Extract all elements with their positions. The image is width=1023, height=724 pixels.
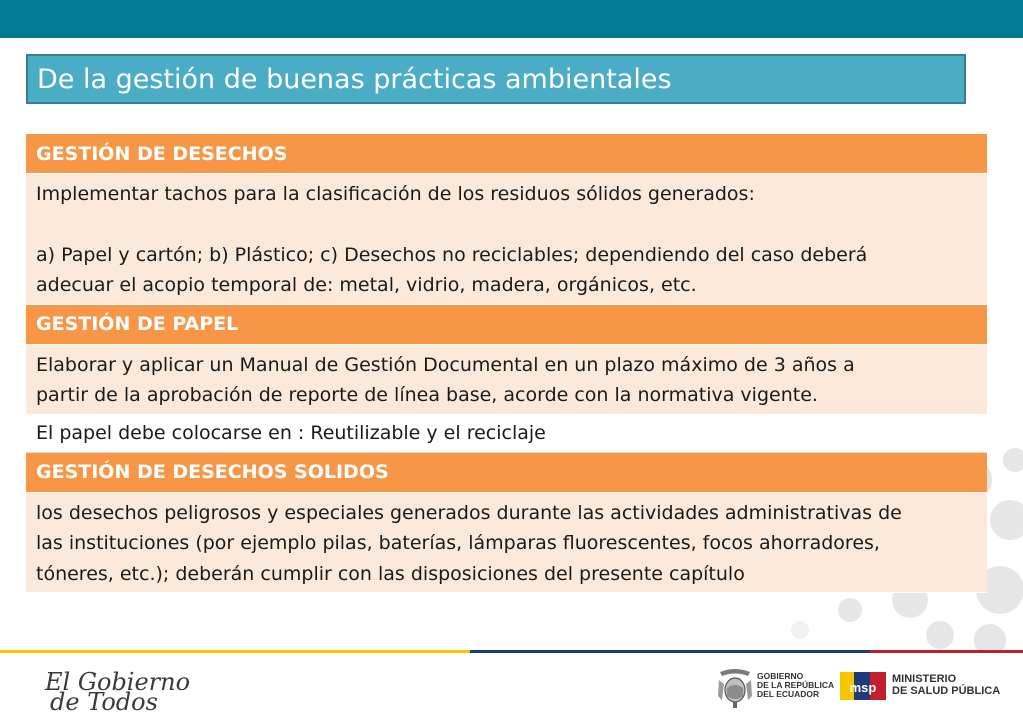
ministerio-salud-label [892, 673, 1000, 697]
msp-logo-icon [840, 668, 886, 704]
footer-divider-red [870, 650, 1023, 653]
ecuador-coat-of-arms-icon [716, 666, 754, 710]
section-header-label: GESTIÓN DE PAPEL [36, 313, 239, 335]
slide-title: De la gestión de buenas prácticas ambientales [37, 63, 672, 95]
gobierno-de-todos-logo [45, 668, 191, 718]
body-line: a) Papel y cartón; b) Plástico; c) Desechos no reciclables; dependiendo del caso deberá [36, 243, 868, 266]
body-line: Implementar tachos para la clasificación de los residuos sólidos generados: [36, 183, 755, 205]
section-body-solidos [26, 493, 987, 594]
body-line: los desechos peligrosos y especiales generados durante las actividades administrativas de [36, 501, 902, 524]
section-note-papel [26, 415, 987, 453]
slogan-line: de Todos [50, 688, 158, 716]
gov-label-line: DE LA REPÚBLICA [757, 680, 835, 690]
msp-mark-text: msp [849, 680, 877, 695]
practices-table [26, 134, 987, 593]
slogan-line: El Gobierno [45, 668, 191, 696]
footer-divider-yellow [0, 650, 470, 653]
section-header-solidos [26, 453, 987, 493]
body-line: adecuar el acopio temporal de: metal, vidrio, madera, orgánicos, etc. [36, 274, 697, 296]
section-header-label: GESTIÓN DE DESECHOS SOLIDOS [36, 461, 389, 483]
body-line: las instituciones (por ejemplo pilas, baterías, lámparas fluorescentes, focos ahorradores, [36, 532, 880, 554]
gobierno-ecuador-label [757, 672, 834, 699]
section-header-label: GESTIÓN DE DESECHOS [36, 142, 288, 165]
ministry-label-line: DE SALUD PÚBLICA [892, 685, 1001, 697]
gov-label-line: DEL ECUADOR [757, 689, 820, 699]
ministry-label-line: MINISTERIO [892, 673, 957, 685]
section-body-papel [26, 345, 987, 415]
note-line: El papel debe colocarse en : Reutilizable y el reciclaje [36, 422, 546, 444]
body-line: partir de la aprobación de reporte de línea base, acorde con la normativa vigente. [36, 384, 818, 406]
body-line: Elaborar y aplicar un Manual de Gestión Documental en un plazo máximo de 3 años a [36, 353, 855, 376]
section-body-desechos [26, 174, 987, 305]
body-line: tóneres, etc.); deberán cumplir con las disposiciones del presente capítulo [36, 562, 745, 585]
section-header-desechos [26, 134, 987, 174]
slide-title-box [26, 54, 966, 104]
section-header-papel [26, 305, 987, 345]
top-bar [0, 0, 1023, 38]
gov-label-line: GOBIERNO [757, 671, 804, 681]
